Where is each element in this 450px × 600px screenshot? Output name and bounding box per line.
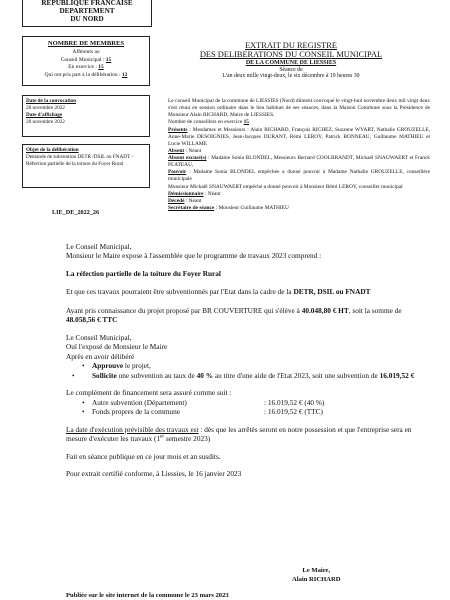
presents-line — [168, 127, 430, 148]
absent-label: Absent — [168, 147, 185, 154]
body-p7: Ouï l'exposé de Monsieur le Maire — [66, 342, 168, 352]
pouvoir-line-1 — [168, 169, 430, 183]
members-line-2 — [26, 57, 146, 65]
dates-box — [22, 95, 150, 137]
header-block — [22, 0, 152, 27]
excuses-label: Absent excusé(s) — [168, 155, 207, 161]
members-exercise-label: En exercice : — [68, 64, 99, 71]
members-voted-count: 12 — [121, 72, 128, 79]
header-line-2: DEPARTEMENT — [59, 6, 115, 15]
financing-1-value: : 16.019,52 € (40 %) — [264, 397, 325, 407]
objet-label: Objet de la délibération — [26, 147, 79, 153]
body-p4 — [66, 287, 426, 296]
bullet-icon: • — [82, 407, 85, 417]
header-line-1: REPUBLIQUE FRANCAISE — [41, 0, 133, 7]
execution-sup: er — [160, 434, 164, 440]
pouvoir-label: Pouvoir — [168, 169, 187, 176]
presents-text: : Mesdames et Messieurs : Alain RICHARD, François RICHEZ, Suzanne WYART, Nathalie GROUZELLE, Anne-Marie DESOIGNIES, Jean-Jacques DURANT, Rémi LEROY, Patrick BONNEAU, Guillaume MATHIEU et Lucie WILLAME — [168, 126, 430, 147]
decede-label: Décédé — [168, 197, 185, 204]
bullet-icon: • — [72, 370, 75, 380]
members-line-3 — [26, 64, 146, 72]
body-p4-funds: DETR, DSIL ou FNADT — [293, 287, 371, 297]
financing-row-1 — [66, 398, 426, 407]
signature-block — [292, 567, 341, 584]
counselors-count: 15 — [243, 119, 249, 126]
execution-end: semestre 2023) — [164, 434, 211, 444]
body-p5 — [66, 306, 426, 325]
decede-line — [168, 198, 430, 205]
secretary-label: Secrétaire de séance — [168, 204, 215, 211]
body-p5-ttc: 48.058,56 € TTC — [66, 315, 118, 325]
body-p5-mid: , soit la somme de — [348, 305, 402, 315]
financing-row-2 — [66, 407, 426, 416]
solicit-text: une subvention au taux de — [116, 370, 197, 380]
approve-text: le projet, — [123, 361, 151, 371]
members-line-1: Afférents au — [72, 48, 100, 55]
bullet-solicit — [66, 371, 426, 380]
members-voted-label: Qui ont pris part à la délibération : — [44, 72, 122, 79]
pouvoir-line-2: Monsieur Mickaël SNAUWAERT empêché a donné pouvoir à Monsieur Rémi LEROY, conseiller municipal — [168, 183, 403, 190]
affichage-label: Date d'affichage — [26, 112, 63, 119]
deliberation-body — [66, 242, 426, 479]
approve-word: Approuve — [92, 361, 124, 371]
body-p5-text: Ayant pris connaissance du projet proposé par BR COUVERTURE qui s'élève à — [66, 305, 302, 315]
body-p12: Pour extrait certifié conforme, à Liessies, le 16 janvier 2023 — [66, 469, 242, 479]
members-box — [22, 36, 150, 86]
body-p2: Monsieur le Maire expose à l'assemblée que le programme de travaux 2023 comprend : — [66, 251, 322, 261]
secretary-text: : Monsieur Guillaume MATHIEU — [214, 204, 289, 211]
body-p5-ht: 40.048,80 € HT — [301, 305, 349, 315]
body-p1: Le Conseil Municipal, — [66, 242, 132, 251]
demis-label: Démissionnaire — [168, 190, 204, 197]
convocation-label: Date de la convocation — [26, 98, 76, 104]
presents-label: Présents — [168, 126, 188, 133]
demis-text: : Néant — [203, 190, 221, 197]
execution-text: : dès que les arrêtés seront en notre possession et que l'entreprise sera en mesure d'exécuter les travaux (1 — [66, 424, 412, 444]
body-p9: Le complément de financement sera assuré comme suit : — [66, 388, 232, 398]
financing-1-label: Autre subvention (Département) — [92, 397, 187, 407]
extrait-line-1: EXTRAIT DU REGISTRE — [245, 41, 337, 50]
extrait-date: L'an deux mille vingt-deux, le six décembre à 19 heures 30 — [222, 73, 360, 80]
members-line-4 — [26, 72, 146, 80]
body-p10 — [66, 425, 426, 444]
counselors-line — [168, 119, 430, 126]
members-council-count: 15 — [105, 56, 112, 63]
body-p8: Après en avoir délibéré — [66, 351, 135, 361]
financing-2-value: : 16.019,52 € (TTC) — [264, 407, 323, 417]
header-line-3: DU NORD — [70, 14, 104, 23]
solicit-amount: 16.019,52 € — [379, 370, 415, 380]
objet-text: Demande de subvention DETR /DSIL ou FNADT – Réfection partielle de la toiture du Foyer Rural — [26, 153, 134, 167]
solicit-word: Sollicite — [92, 370, 117, 380]
affichage-date: 28 novembre 2022 — [26, 119, 65, 126]
counselors-label: Nombre de conseillers en exercice — [168, 119, 244, 126]
excuses-text: : Madame Sonia BLONDEL, Messieurs Bernard COOLBRANDT, Mickaël SNAUWAERT et Franck PLATEAU, — [168, 155, 430, 169]
signature-title: Le Maire, — [302, 567, 331, 574]
solicit-text-2: au titre d'une aide de l'Etat 2023, soit une subvention de — [213, 370, 380, 380]
extrait-line-2: DES DELIBERATIONS DU CONSEIL MUNICIPAL — [199, 50, 383, 60]
secretary-line — [168, 205, 430, 212]
session-details — [168, 98, 430, 212]
session-intro: Le conseil Municipal de la commune de LIESSIES (Nord) dûment convoqué le vingt-huit novembre deux mil vingt deux s'est réuni en session ordinaire dans le lieu habituel de ses séances, dans la Maison Commune sous la Présidence de Monsieur Alain RICHARD, Maire de LIESSIES. — [168, 98, 430, 119]
extrait-commune: DE LA COMMUNE DE LIESSIES — [245, 59, 337, 66]
reference-number: LIE_DE_2022_26 — [52, 209, 100, 216]
objet-box — [22, 144, 150, 188]
bullet-approve — [66, 361, 426, 370]
members-title: NOMBRE DE MEMBRES — [47, 40, 125, 47]
extrait-seance: Séance de — [279, 66, 303, 73]
demis-line — [168, 191, 430, 198]
financing-2-label: Fonds propres de la commune — [92, 407, 180, 417]
body-p6: Le Conseil Municipal, — [66, 332, 132, 342]
bullet-icon: • — [82, 397, 85, 407]
solicit-rate: 40 % — [196, 370, 213, 380]
publication-note: Publiée sur le site internet de la commune le 23 mars 2023 — [66, 592, 229, 599]
signature-name: Alain RICHARD — [292, 575, 341, 583]
extrait-heading — [160, 41, 422, 80]
body-p4-text: Et que ces travaux pourraient être subventionnés par l'Etat dans la cadre de la — [66, 287, 294, 297]
decede-text: : Néant — [184, 197, 202, 204]
absent-text: : Néant — [184, 147, 202, 154]
members-exercise-count: 15 — [98, 64, 104, 71]
body-p11: Fait en séance publique en ce jour mois et an susdits. — [66, 451, 221, 461]
execution-label: La date d'exécution prévisible des travaux est — [66, 424, 199, 434]
excuses-line — [168, 155, 430, 169]
bullet-icon: • — [82, 361, 85, 371]
convocation-date: 28 novembre 2022 — [26, 105, 65, 112]
absent-line — [168, 148, 430, 155]
body-p3: La réfection partielle de la toiture du Foyer Rural — [66, 268, 221, 278]
pouvoir-text-1: : Madame Sonia BLONDEL empêchée a donné pouvoir à Madame Nathalie GROUZELLE, conseillère municipale — [168, 169, 430, 183]
members-council-label: Conseil Municipal : — [60, 56, 106, 63]
